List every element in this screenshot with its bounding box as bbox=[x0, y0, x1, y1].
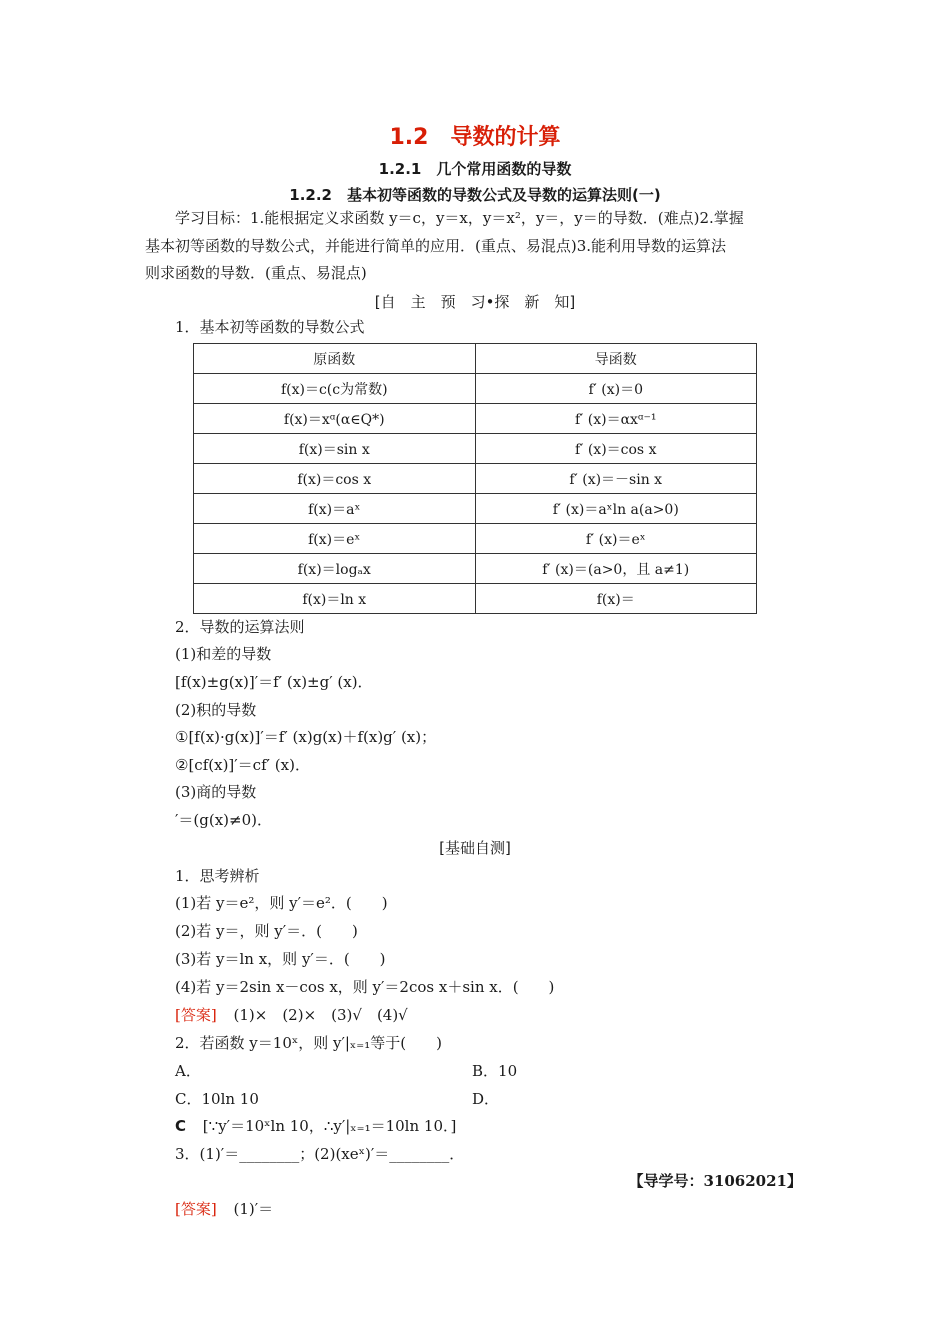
question-1-answer bbox=[175, 1004, 408, 1026]
answer-explanation: [∵y′＝10ˣln 10，∴y′|ₓ₌₁＝10ln 10．] bbox=[202, 1117, 457, 1135]
table-cell: f′ (x)＝－sin x bbox=[475, 464, 757, 494]
answer-letter: C bbox=[175, 1117, 187, 1135]
table-cell: f(x)＝eˣ bbox=[194, 524, 476, 554]
answer-text: (1)× (2)× (3)√ (4)√ bbox=[233, 1006, 408, 1024]
table-cell: f(x)＝aˣ bbox=[194, 494, 476, 524]
rule-sum-formula: [f(x)±g(x)]′＝f′ (x)±g′ (x)． bbox=[175, 673, 373, 691]
table-header-cell: 原函数 bbox=[194, 344, 476, 374]
subtitle-2: 1.2.2 基本初等函数的导数公式及导数的运算法则(一) bbox=[289, 186, 661, 204]
objectives-line-2: 基本初等函数的导数公式，并能进行简单的应用．(重点、易混点)3.能利用导数的运算法 bbox=[145, 237, 727, 255]
table-row bbox=[194, 524, 757, 554]
table-cell: f(x)＝cos x bbox=[194, 464, 476, 494]
question-1-title: 1．思考辨析 bbox=[175, 867, 260, 885]
table-cell: f′ (x)＝(a>0，且 a≠1) bbox=[475, 554, 757, 584]
self-test-header: [基础自测] bbox=[439, 839, 511, 857]
table-cell: f(x)＝ bbox=[475, 584, 757, 614]
answer-label: [答案] bbox=[175, 1006, 217, 1024]
question-1-item: (4)若 y＝2sin x－cos x，则 y′＝2cos x＋sin x．( ) bbox=[175, 978, 555, 996]
page-title: 1.2 导数的计算 bbox=[389, 125, 561, 150]
table-row bbox=[194, 554, 757, 584]
table-cell: f′ (x)＝0 bbox=[475, 374, 757, 404]
question-1-item: (2)若 y＝，则 y′＝．( ) bbox=[175, 922, 358, 940]
table-cell: f(x)＝sin x bbox=[194, 434, 476, 464]
question-1-item: (3)若 y＝ln x，则 y′＝．( ) bbox=[175, 950, 386, 968]
question-2-title: 2．若函数 y＝10ˣ，则 y′|ₓ₌₁等于( ) bbox=[175, 1034, 442, 1052]
table-cell: f′ (x)＝aˣln a(a>0) bbox=[475, 494, 757, 524]
table-header-cell: 导函数 bbox=[475, 344, 757, 374]
section-2-title: 2．导数的运算法则 bbox=[175, 618, 305, 636]
question-3-title: 3．(1)′＝________；(2)(xeˣ)′＝________． bbox=[175, 1145, 465, 1163]
option-d: D． bbox=[472, 1090, 500, 1108]
objectives-line-3: 则求函数的导数．(重点、易混点) bbox=[145, 264, 367, 282]
table-row bbox=[194, 374, 757, 404]
table-cell: f′ (x)＝cos x bbox=[475, 434, 757, 464]
derivative-formula-table bbox=[193, 343, 757, 614]
rule-quotient-formula: ′＝(g(x)≠0)． bbox=[175, 811, 272, 829]
rule-sum-title: (1)和差的导数 bbox=[175, 645, 272, 663]
subtitle-1: 1.2.1 几个常用函数的导数 bbox=[378, 160, 572, 178]
section-header: [自 主 预 习•探 新 知] bbox=[374, 293, 576, 311]
table-row bbox=[194, 464, 757, 494]
rule-quotient-title: (3)商的导数 bbox=[175, 783, 257, 801]
answer-label: [答案] bbox=[175, 1200, 217, 1218]
question-1-item: (1)若 y＝e²，则 y′＝e²．( ) bbox=[175, 894, 388, 912]
question-2-answer bbox=[175, 1115, 456, 1137]
guide-reference: 【导学号：31062021】 bbox=[628, 1172, 802, 1190]
table-cell: f(x)＝ln x bbox=[194, 584, 476, 614]
table-cell: f(x)＝c(c为常数) bbox=[194, 374, 476, 404]
table-row bbox=[194, 434, 757, 464]
table-cell: f′ (x)＝αxᵅ⁻¹ bbox=[475, 404, 757, 434]
option-b: B．10 bbox=[472, 1062, 518, 1080]
rule-product-title: (2)积的导数 bbox=[175, 701, 257, 719]
option-c: C．10ln 10 bbox=[175, 1090, 259, 1108]
question-3-answer bbox=[175, 1198, 273, 1220]
option-a: A． bbox=[175, 1062, 201, 1080]
table-cell: f(x)＝logₐx bbox=[194, 554, 476, 584]
table-row bbox=[194, 494, 757, 524]
objectives-line-1: 学习目标：1.能根据定义求函数 y＝c，y＝x，y＝x²，y＝，y＝的导数．(难点)2.掌握 bbox=[175, 209, 744, 227]
rule-product-formula-2: ②[cf(x)]′＝cf′ (x)． bbox=[175, 756, 310, 774]
table-header-row bbox=[194, 344, 757, 374]
section-1-title: 1．基本初等函数的导数公式 bbox=[175, 318, 365, 336]
table-row bbox=[194, 584, 757, 614]
table-cell: f(x)＝xᵅ(α∈Q*) bbox=[194, 404, 476, 434]
table-row bbox=[194, 404, 757, 434]
rule-product-formula-1: ①[f(x)·g(x)]′＝f′ (x)g(x)＋f(x)g′ (x)； bbox=[175, 728, 437, 746]
answer-text: (1)′＝ bbox=[233, 1200, 274, 1218]
table-cell: f′ (x)＝eˣ bbox=[475, 524, 757, 554]
